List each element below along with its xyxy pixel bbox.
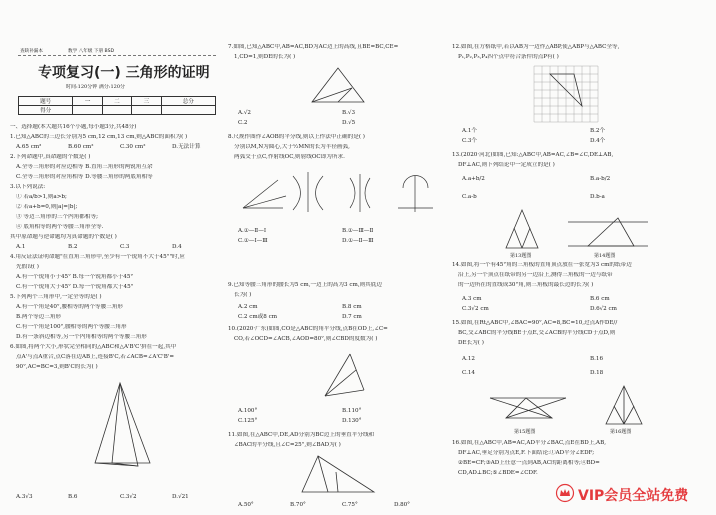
question-14-cont: 沿上,另一个顶点在纸带的另一边沿上,测得三角板的一边与纸带	[458, 272, 613, 278]
option[interactable]: C.a-b	[462, 194, 477, 200]
option[interactable]: B.①—Ⅲ—Ⅱ	[342, 228, 374, 234]
score-cell: 二	[102, 97, 131, 106]
question-9: 9.已知等腰三角形的腰长为5 cm,一边上的高为3 cm,则其底边	[228, 282, 382, 288]
question-11: 11.如图,在△ABC中,DE,AD分别为BC边上的垂直平分线和	[228, 432, 375, 438]
option[interactable]: B.a-b/2	[590, 176, 611, 182]
page-title: 专项复习(一) 三角形的证明	[38, 65, 210, 81]
question-11-cont: ∠BAC的平分线,且∠C=25°,则∠BAD为( )	[234, 442, 341, 448]
option[interactable]: D.7 cm	[342, 314, 362, 320]
score-cell: 一	[73, 97, 102, 106]
option[interactable]: A.1个	[462, 128, 477, 134]
q7-figure	[308, 66, 368, 106]
option[interactable]: B.70°	[290, 502, 306, 508]
question-16-cont: CD,AD⊥BC;⑤∠BDE=∠CDF.	[458, 470, 538, 476]
column-right	[452, 0, 710, 515]
question-13: 13.(2020·河北)如图,已知:△ABC中,AB=AC,∠B=∠C,DE⊥AB,	[452, 152, 614, 158]
question-4: 4.用反证法证明命题"在直角三角形中,至少有一个锐角不大于45°"时,应	[10, 254, 185, 260]
option[interactable]: B.6 cm	[590, 296, 610, 302]
q14-figure	[568, 214, 648, 250]
score-cell: 得分	[19, 106, 73, 115]
option[interactable]: D.6√2 cm	[590, 306, 617, 312]
question-4-options[interactable]: C.有一个锐角大于45° D.每一个锐角都大于45°	[16, 284, 134, 290]
option[interactable]: D.b-a	[590, 194, 605, 200]
figure-caption: 第15题图	[514, 429, 536, 435]
score-cell: 总分	[161, 97, 215, 106]
option[interactable]: D.√5	[342, 120, 356, 126]
header-divider	[18, 55, 216, 56]
figure-caption: 第13题图	[510, 253, 532, 259]
question-2-options[interactable]: A.全等三角形的对应边相等 B.直角三角形的两锐角互余	[16, 164, 153, 170]
question-7: 7.如图,已知△ABC中,AB=AC,BD为AC边上的高线,且BE=BC,CE=	[228, 44, 399, 50]
question-10-cont: CO,若∠OCD=∠ACB,∠AOD=80°,则∠CBD的度数为( )	[234, 336, 378, 342]
book-meta: 数学 八年级 下册 BSD	[68, 49, 115, 54]
option[interactable]: B.2	[68, 244, 78, 250]
question-6-cont: 点A'与点A重合,点C落在边AB上,连接B'C,若∠ACB=∠A'C'B'=	[16, 354, 175, 360]
option[interactable]: D.130°	[342, 418, 362, 424]
option[interactable]: B.6	[68, 494, 78, 500]
question-2-options[interactable]: C.全等三角形的对应角相等 D.等腰三角形的两底角相等	[16, 174, 153, 180]
option[interactable]: A.3√3	[16, 494, 33, 500]
question-7-cont: 1,CD=1,则DE的长为( )	[234, 54, 296, 60]
option[interactable]: D.无法计算	[172, 144, 201, 150]
option[interactable]: C.3√2 cm	[462, 306, 489, 312]
column-left	[10, 0, 222, 515]
option[interactable]: C.3个	[462, 138, 478, 144]
figure-caption: 第16题图	[610, 429, 632, 435]
option[interactable]: B.两个等边三角形	[16, 314, 62, 320]
question-12-cont: P₁,P₂,P₃,P₄四个点中符合条件的点P有( )	[458, 54, 559, 60]
option[interactable]: C.3	[120, 244, 130, 250]
question-8-cont: 分别以M,N为圆心,大于½MN的长为半径画弧,	[234, 144, 350, 150]
book-label: 查缺补漏本	[20, 49, 43, 54]
option[interactable]: A.有一个角是40°,腰相等的两个等腰三角形	[16, 304, 124, 310]
statement: ④ 底角相等的两个等腰三角形全等.	[16, 224, 104, 230]
option[interactable]: A.1	[16, 244, 26, 250]
question-5: 5.下列两个三角形中,一定全等的是( )	[10, 294, 102, 300]
score-input[interactable]	[132, 106, 161, 115]
option[interactable]: C.30 cm²	[120, 144, 146, 150]
score-cell: 题号	[19, 97, 73, 106]
question-1: 1.已知△ABC的三边长分别为5 cm,12 cm,13 cm,则△ABC的面积为( )	[10, 134, 188, 140]
question-16-cont: DF⊥AC,垂足分别为点E,F.下面结论:①AD平分∠EDF;	[458, 450, 595, 456]
q12-grid-figure	[534, 66, 598, 122]
option[interactable]: D.18	[590, 370, 604, 376]
statement: ② 若a+b=0,则|a|=|b|;	[16, 204, 78, 210]
option[interactable]: D.有一条斜边相等,另一个内角相等的两个等腰三角形	[16, 334, 147, 340]
q11-figure	[298, 452, 378, 496]
question-9-cont: 长为( )	[234, 292, 252, 298]
option[interactable]: C.2 cm或8 cm	[238, 314, 278, 320]
option[interactable]: D.√21	[172, 494, 189, 500]
question-3: 3.以下列说法:	[10, 184, 46, 190]
question-14: 14.如图,将一个有45°角的三角板的直角顶点放在一张宽为3 cm的纸带边	[452, 262, 632, 268]
option[interactable]: C.75°	[342, 502, 358, 508]
question-15-cont: BC,交∠ABC的平分线BE于点E,交∠ACB的平分线CD于点D,则	[458, 330, 616, 336]
question-3-stem: 其中原命题与逆命题均为真命题的个数是( )	[10, 234, 117, 240]
statement: ① 若a/b>1,则a>b;	[16, 194, 67, 200]
q15-figure	[486, 392, 570, 422]
question-15: 15.如图,在Rt△ABC中,∠BAC=90°,AC=8,BC=10,过点A作DE//	[452, 320, 618, 326]
question-16: 16.如图,在△ABC中,AB=AC,AD平分∠BAC,点E在BD上,AB,	[452, 440, 606, 446]
option[interactable]: A.①—Ⅱ—Ⅰ	[238, 228, 267, 234]
option[interactable]: B.√3	[342, 110, 356, 116]
question-4-cont: 先假设( )	[16, 264, 39, 270]
option[interactable]: B.2个	[590, 128, 606, 134]
option[interactable]: C.14	[462, 370, 475, 376]
option[interactable]: A.50°	[238, 502, 254, 508]
option[interactable]: A.12	[462, 356, 475, 362]
score-input[interactable]	[161, 106, 215, 115]
option[interactable]: C.3√2	[120, 494, 137, 500]
q8-figures	[238, 168, 438, 214]
option[interactable]: D.4	[172, 244, 182, 250]
statement: ③ 等边三角形的三个内角都相等;	[16, 214, 98, 220]
score-input[interactable]	[102, 106, 131, 115]
score-input[interactable]	[73, 106, 102, 115]
option[interactable]: A.a+b/2	[462, 176, 485, 182]
question-13-cont: DF⊥AC,则下列结论中一定成立的是( )	[458, 162, 555, 168]
option[interactable]: C.2	[238, 120, 248, 126]
option[interactable]: D.80°	[394, 502, 410, 508]
option[interactable]: A.2 cm	[238, 304, 258, 310]
q10-figure	[320, 350, 370, 400]
option[interactable]: B.110°	[342, 408, 362, 414]
option[interactable]: A.3 cm	[462, 296, 482, 302]
column-middle	[228, 0, 448, 515]
section-heading: 一、选择题(本大题共16个小题,每小题3分,共48分)	[10, 124, 137, 130]
question-10: 10.(2020·广东)如图,CO是△ABC的角平分线,点B在OD上,∠C=	[228, 326, 388, 332]
score-table	[18, 96, 216, 115]
question-14-cont: 的一边所在的直线成30°角,则三角板的最长边的长为( )	[458, 282, 594, 288]
option[interactable]: C.125°	[238, 418, 258, 424]
vip-text: VIP会员全站免费	[578, 488, 689, 504]
option[interactable]: D.①—Ⅱ—Ⅲ	[342, 238, 374, 244]
question-6: 6.如图,将两个大小,形状完全相同的△ABC和△A'B'C'拼在一起,其中	[10, 344, 177, 350]
time-score-info: 时间:120分钟 满分:120分	[66, 84, 126, 90]
q13-figure	[502, 208, 542, 252]
question-16-cont: ②BE=CF;③AD上任意一点到AB,AC的距离相等;④BD=	[458, 460, 600, 466]
option[interactable]: C.①—Ⅰ—Ⅲ	[238, 238, 268, 244]
question-12: 12.如图,在方格纸中,若以AB为一边作△ABP,使△ABP与△ABC全等,	[452, 44, 620, 50]
question-15-cont: DE长为( )	[458, 340, 484, 346]
q16-figure	[602, 384, 646, 428]
figure-caption: 第14题图	[594, 253, 616, 259]
option[interactable]: A.√2	[238, 110, 251, 116]
question-8: 8.尺规作图作∠AOB的平分线,则以上作法中正确的是( )	[228, 134, 365, 140]
option[interactable]: B.60 cm²	[68, 144, 94, 150]
option[interactable]: C.有一个角是100°,腰相等的两个等腰三角形	[16, 324, 127, 330]
question-4-options[interactable]: A.有一个锐角小于45° B.每一个锐角都小于45°	[16, 274, 134, 280]
option[interactable]: B.8 cm	[342, 304, 362, 310]
vip-watermark[interactable]	[556, 482, 716, 506]
option[interactable]: A.100°	[238, 408, 258, 414]
question-8-cont: 两弧交于点C,作射线OC,则射线OC即为所求.	[234, 154, 345, 160]
option[interactable]: A.65 cm²	[16, 144, 42, 150]
crown-icon	[556, 484, 574, 502]
question-2: 2.下列命题中,真命题的个数是( )	[10, 154, 91, 160]
score-cell: 三	[132, 97, 161, 106]
option[interactable]: D.4个	[590, 138, 606, 144]
question-6-cont: 90°,AC=BC=3,则B'C的长为( )	[16, 364, 98, 370]
q6-figure	[90, 378, 160, 478]
option[interactable]: B.16	[590, 356, 604, 362]
